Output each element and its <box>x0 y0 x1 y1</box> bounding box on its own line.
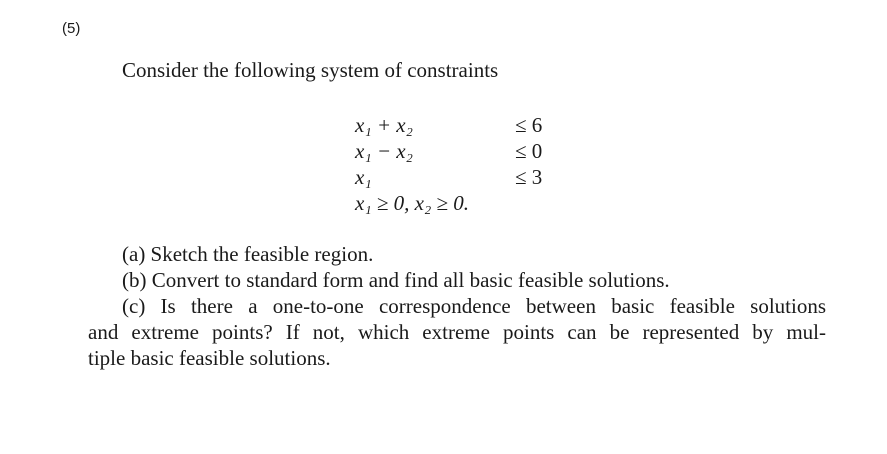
part-c-line: (c) Is there a one-to-one correspondence between basic feasible solutions <box>122 294 826 318</box>
constraint-lhs: x₁ <box>355 165 372 189</box>
constraint-rhs: ≤ 6 <box>515 113 543 137</box>
intro-text: Consider the following system of constraints <box>122 58 499 82</box>
part-c-line: tiple basic feasible solutions. <box>88 346 331 370</box>
problem-number: (5) <box>62 20 81 37</box>
constraint-lhs: x₁ + x₂ <box>355 113 413 137</box>
part-c-line: and extreme points? If not, which extreme points can be represented by mul- <box>88 320 826 344</box>
constraint-lhs: x₁ − x₂ <box>355 139 413 163</box>
nonnegativity-constraint: x₁ ≥ 0, x₂ ≥ 0. <box>355 191 470 215</box>
part-a: (a) Sketch the feasible region. <box>122 242 374 266</box>
constraint-rhs: ≤ 0 <box>515 139 543 163</box>
part-b: (b) Convert to standard form and find all basic feasible solutions. <box>122 268 670 292</box>
constraint-rhs: ≤ 3 <box>515 165 543 189</box>
